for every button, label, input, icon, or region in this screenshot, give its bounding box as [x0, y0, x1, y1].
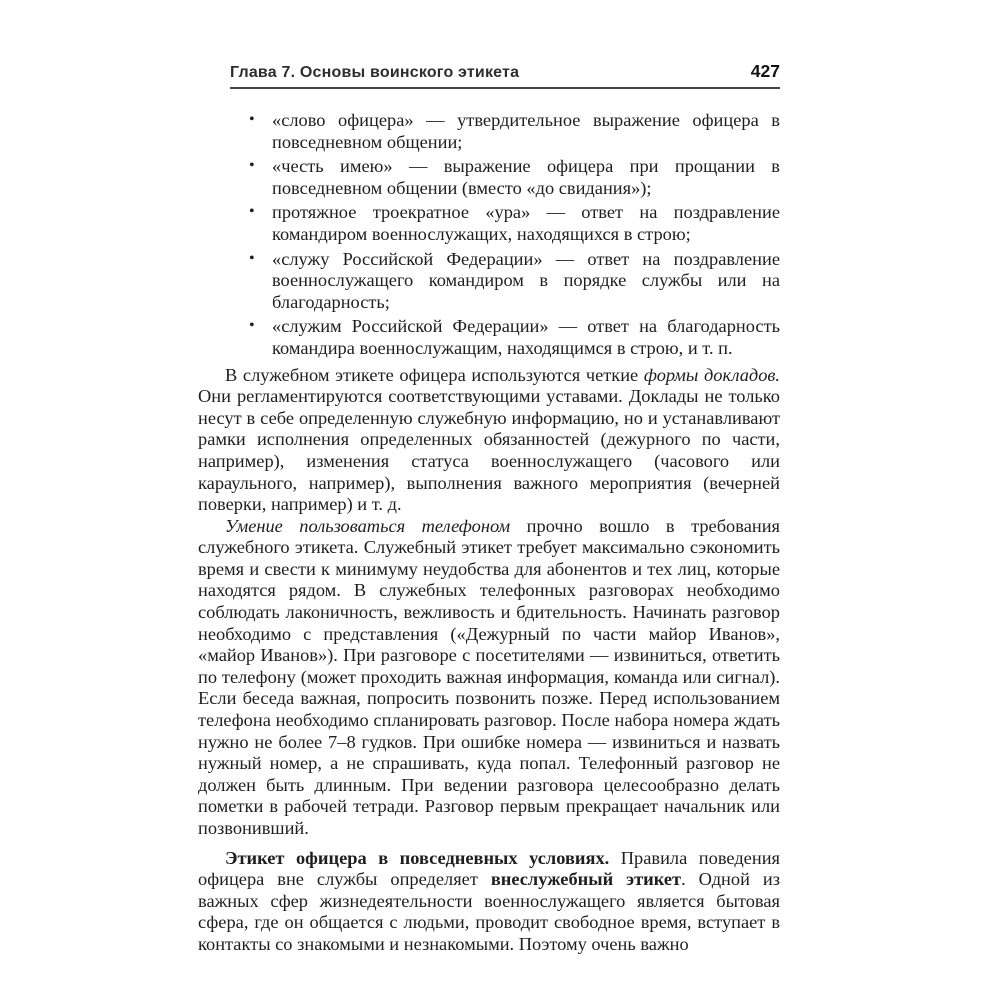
list-item: [198, 156, 780, 199]
list-item-text: «слово офицера» — утвердительное выражение офицера в повседневном общении;: [272, 110, 780, 152]
list-item: [198, 202, 780, 245]
page-number: 427: [750, 61, 780, 81]
italic-run: формы докладов.: [643, 364, 780, 385]
list-item-text: протяжное троекратное «ура» — ответ на поздравление командиром военнослужащих, находящихся в строю;: [272, 202, 780, 244]
list-item-text: «служим Российской Федерации» — ответ на благодарность командира военнослужащим, находящимся в строю, и т. п.: [272, 316, 780, 358]
bullet-icon: •: [249, 203, 255, 221]
list-item: [198, 110, 780, 153]
bold-run: внеслужебный этикет: [490, 869, 682, 890]
book-page: [198, 61, 780, 956]
text-run: прочно вошло в требования служебного этикета. Служебный этикет требует максимально сэкономить время и свести к минимуму неудобства для абонентов и тех лиц, которые находятся рядом. В служебных телефонных разговорах необходимо соблюдать лаконичность, вежливость и бдительность. Начинать разговор необходимо с представления («Дежурный по части майор Иванов», «майор Иванов»). При разговоре с посетителями — извиниться, ответить по телефону (может проходить важная информация, команда или сигнал). Если беседа важная, попросить позвонить позже. Перед использованием телефона необходимо спланировать разговор. После набора номера ждать нужно не более 7–8 гудков. При ошибке номера — извиниться и назвать нужный номер, а не спрашивать, куда попал. Телефонный разговор не должен быть длинным. При ведении разговора целесообразно делать пометки в рабочей тетради. Разговор первым прекращает начальник или позвонивший.: [198, 515, 780, 838]
bullet-icon: •: [249, 249, 255, 267]
list-item: [198, 316, 780, 359]
bullet-list: [198, 110, 780, 360]
chapter-title: Глава 7. Основы воинского этикета: [230, 64, 520, 81]
bold-run: Этикет офицера в повседневных условиях.: [225, 847, 610, 868]
paragraph-everyday-etiquette: [198, 848, 780, 956]
bullet-icon: •: [249, 157, 255, 175]
bullet-icon: •: [249, 317, 255, 335]
italic-run: Умение пользоваться телефоном: [225, 515, 511, 536]
text-run: Они регламентируются соответствующими уставами. Доклады не только несут в себе определенную служебную информацию, но и устанавливают рамки исполнения определенных обязанностей (дежурного по части, например), изменения статуса военнослужащего (часового или караульного, например), выполнения важного мероприятия (вечерней поверки, например) и т. д.: [198, 386, 780, 515]
running-head: [230, 61, 780, 89]
text-run: . Одной из важных сфер жизнедеятельности военнослужащего является бытовая сфера, где он общается с людьми, проводит свободное время, вступает в контакты со знакомыми и незнакомыми. Поэтому очень важно: [198, 869, 781, 954]
paragraph-telephone-etiquette: [198, 516, 780, 840]
paragraph-report-forms: [198, 365, 780, 516]
list-item-text: «служу Российской Федерации» — ответ на поздравление военнослужащего командиром в порядке службы или на благодарность;: [272, 248, 780, 312]
text-run: Правила поведения офицера вне службы определяет: [198, 847, 780, 890]
list-item: [198, 249, 780, 314]
bullet-icon: •: [249, 111, 255, 128]
text-run: В служебном этикете офицера используются четкие: [225, 364, 644, 385]
list-item-text: «честь имею» — выражение офицера при прощании в повседневном общении (вместо «до свидания»);: [272, 156, 780, 198]
